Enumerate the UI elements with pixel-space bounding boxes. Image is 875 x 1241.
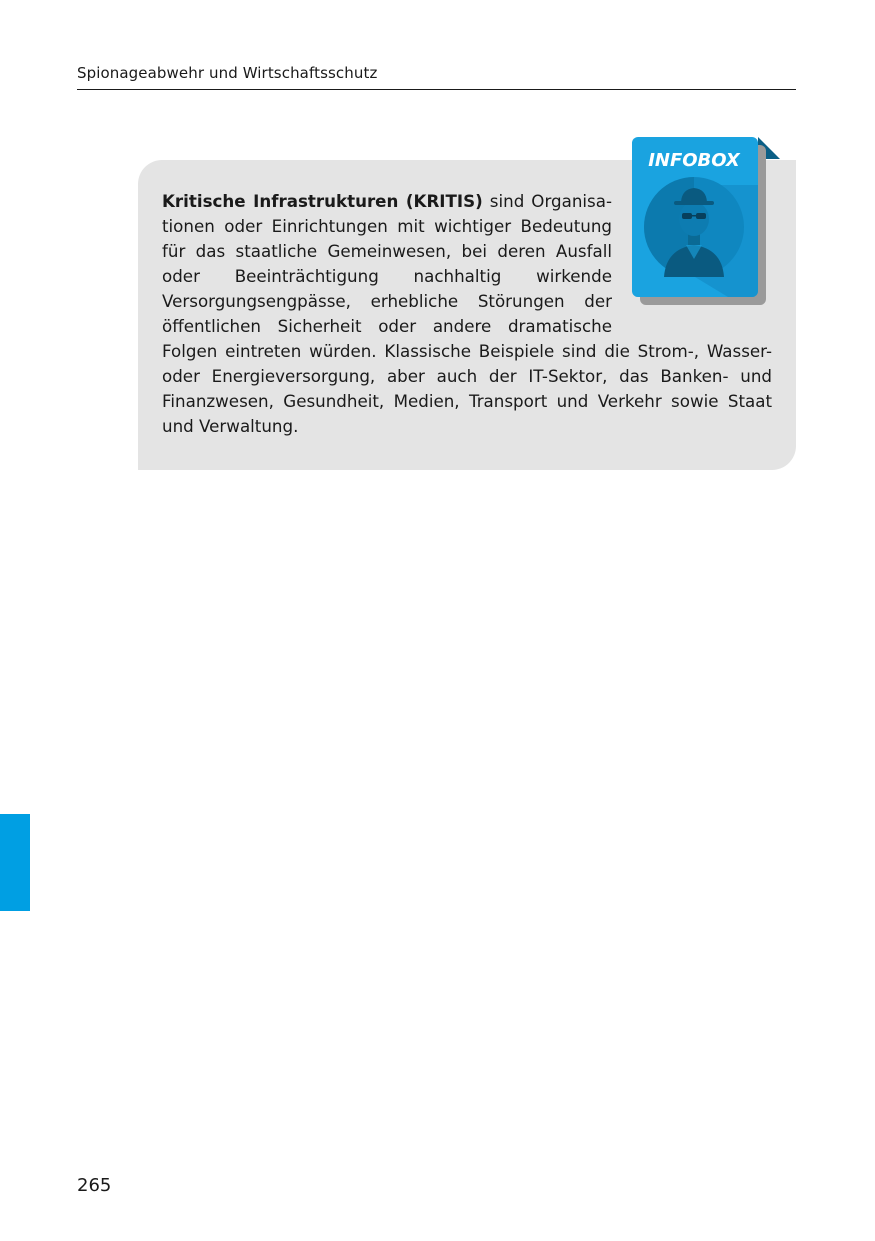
chapter-tab-marker (0, 814, 30, 911)
infobox-body: sind Organisationen oder Einrichtungen mit wichtiger Bedeutung für das staatliche Gemeinwesen, bei deren Ausfall oder Beeinträchtigung nachhaltig wirkende Versorgungsengpässe, erhebliche Störungen der öffentlichen Sicherheit oder andere dramatische Folgen eintreten würden. Klassische Beispiele sind die Strom-, Wasser- oder Energieversorgung, aber auch der IT-Sektor, das Banken- und Finanzwesen, Gesundheit, Medien, Transport und Verkehr sowie Staat und Verwaltung. (162, 191, 772, 436)
infobox-badge (632, 137, 782, 307)
infobox-badge-label: INFOBOX (648, 150, 740, 171)
page-number: 265 (77, 1175, 112, 1196)
running-header-title: Spionageabwehr und Wirtschaftsschutz (77, 64, 378, 82)
spy-agent-icon (632, 137, 782, 307)
infobox-term: Kritische Infrastrukturen (KRITIS) (162, 191, 483, 211)
running-header (77, 64, 796, 90)
